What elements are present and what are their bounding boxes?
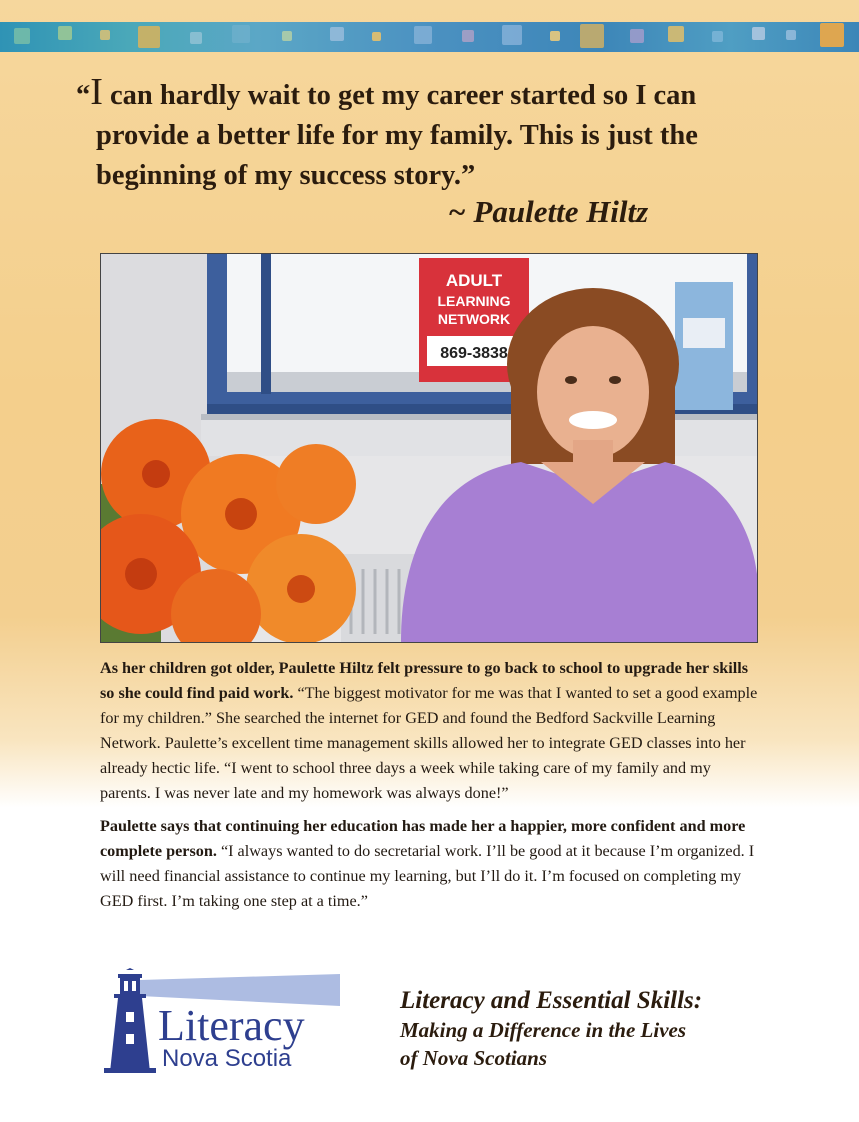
sign-line-3: NETWORK: [437, 311, 511, 327]
pull-quote: [76, 72, 796, 196]
paragraph-1-lead: As her children got older, Paulette Hiltz felt pressure to go back to school to upgrade her skills so she could find paid work.: [100, 659, 749, 702]
decorative-banner: [0, 22, 859, 52]
logo-word-literacy: Literacy: [158, 1001, 305, 1050]
story-paragraph-1: [100, 656, 760, 806]
quote-first-letter: I: [90, 71, 103, 113]
sign-phone: 869-3838: [440, 345, 508, 362]
literacy-nova-scotia-logo: [100, 968, 350, 1078]
paragraph-2-lead: Paulette says that continuing her education has made her a happier, more confident and more complete person.: [100, 817, 746, 860]
logo-word-nova-scotia: Nova Scotia: [162, 1045, 292, 1072]
story-text: [100, 656, 760, 922]
open-quote-mark: “: [76, 80, 91, 111]
sign-line-2: LEARNING: [437, 293, 511, 309]
paragraph-1-body: “The biggest motivator for me was that I wanted to set a good example for my children.” She searched the internet for GED and found the Bedford Sackville Learning Network. Paulette’s excellent time management skills allowed her to integrate GED classes into her already hectic life. “I went to school three days a week while taking care of my family and my parents. I was never late and my homework was always done!”: [100, 684, 758, 802]
quote-line-1: [76, 72, 796, 116]
sign-line-1: ADULT: [445, 271, 503, 290]
quote-line-3: beginning of my success story.”: [96, 160, 476, 191]
quote-line-1-rest: can hardly wait to get my career started so I can: [102, 80, 697, 111]
quote-attribution: ~ Paulette Hiltz: [448, 194, 649, 229]
tagline-line-1: Literacy and Essential Skills:: [400, 987, 703, 1014]
tagline: [400, 986, 780, 1072]
story-paragraph-2: [100, 814, 760, 914]
tagline-line-3: of Nova Scotians: [400, 1046, 547, 1070]
quote-line-2: provide a better life for my family. This is just the: [96, 120, 698, 151]
portrait-photo: [100, 253, 758, 643]
paragraph-2-body: “I always wanted to do secretarial work. I’ll be good at it because I’m organized. I will need financial assistance to continue my learning, but I’ll do it. I’m focused on completing my GED first. I’m taking one step at a time.”: [100, 842, 755, 910]
tagline-line-2: Making a Difference in the Lives: [400, 1018, 687, 1042]
